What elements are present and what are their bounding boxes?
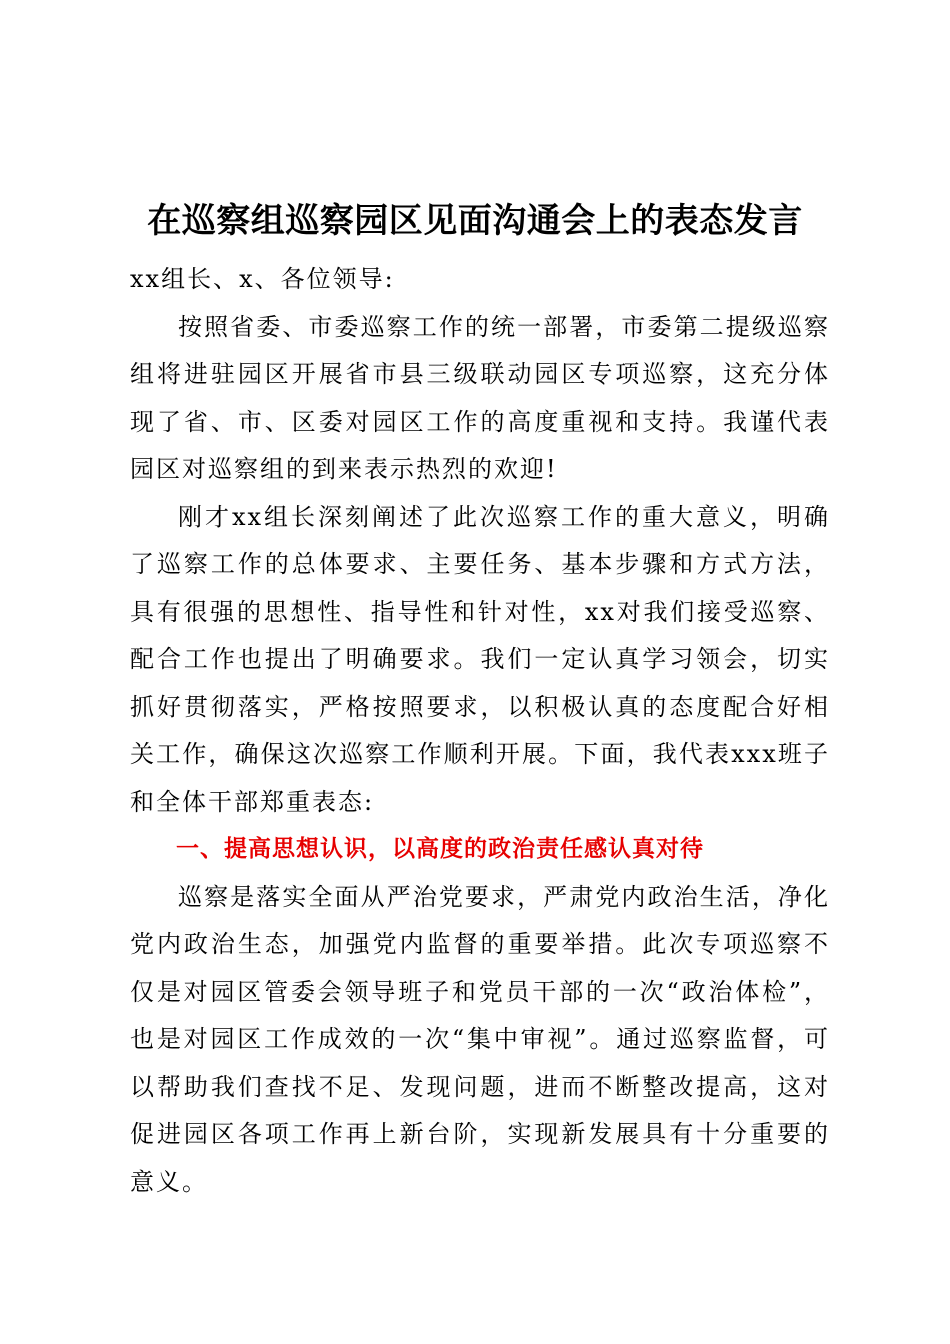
salutation: xx组长、x、各位领导: <box>130 265 395 293</box>
paragraph-statement: 刚才xx组长深刻阐述了此次巡察工作的重大意义，明确了巡察工作的总体要求、主要任务、基本步骤和方式方法，具有很强的思想性、指导性和针对性，xx对我们接受巡察、配合工作也提出了明确要求。我们一定认真学习领会，切实抓好贯彻落实，严格按照要求，以积极认真的态度配合好相关工作，确保这次巡察工作顺利开展。下面，我代表xxx班子和全体干部郑重表态: <box>130 502 830 816</box>
document-body <box>130 256 830 1206</box>
section-heading: 一、提高思想认识，以高度的政治责任感认真对待 <box>176 836 704 862</box>
paragraph-intro: 按照省委、市委巡察工作的统一部署，市委第二提级巡察组将进驻园区开展省市县三级联动园区专项巡察，这充分体现了省、市、区委对园区工作的高度重视和支持。我谨代表园区对巡察组的到来表示热烈的欢迎! <box>130 312 830 483</box>
document-title: 在巡察组巡察园区见面沟通会上的表态发言 <box>147 201 803 241</box>
section-paragraph: 巡察是落实全面从严治党要求，严肃党内政治生活，净化党内政治生态，加强党内监督的重要举措。此次专项巡察不仅是对园区管委会领导班子和党员干部的一次“政治体检”，也是对园区工作成效的一次“集中审视”。通过巡察监督，可以帮助我们查找不足、发现问题，进而不断整改提高，这对促进园区各项工作再上新台阶，实现新发展具有十分重要的意义。 <box>130 882 830 1196</box>
